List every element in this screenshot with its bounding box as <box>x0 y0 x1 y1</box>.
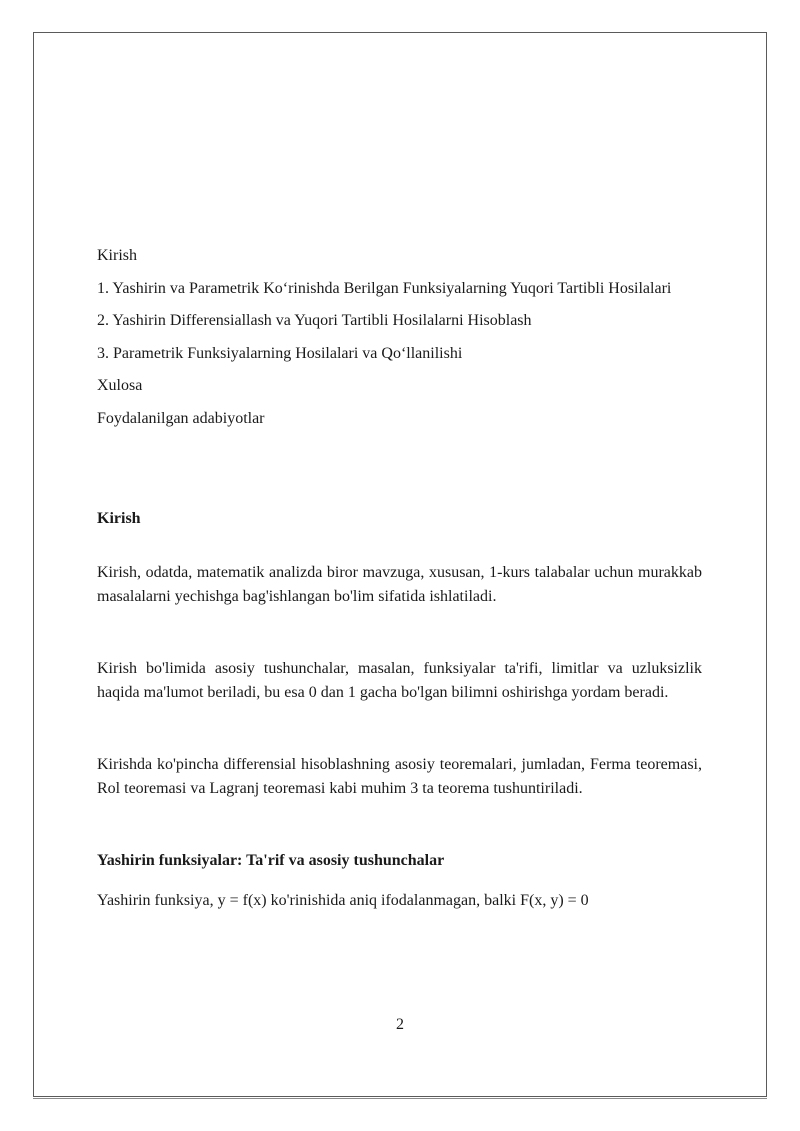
toc-item-chapter-2: 2. Yashirin Differensiallash va Yuqori Tartibli Hosilalarni Hisoblash <box>97 312 532 329</box>
page-content <box>97 240 702 913</box>
section-heading: Yashirin funksiyalar: Ta'rif va asosiy tushunchalar <box>97 852 445 869</box>
toc-item-chapter-3: 3. Parametrik Funksiyalarning Hosilalari va Qo‘llanilishi <box>97 344 463 362</box>
table-of-contents <box>97 240 702 435</box>
intro-paragraph-3: Kirishda ko'pincha differensial hisoblashning asosiy teoremalari, jumladan, Ferma teoremasi, Rol teoremasi va Lagranj teoremasi kabi muhim 3 ta teorema tushuntiriladi. <box>97 756 702 797</box>
toc-item-conclusion: Xulosa <box>97 377 143 394</box>
section-paragraph: Yashirin funksiya, y = f(x) ko'rinishida aniq ifodalanmagan, balki F(x, y) = 0 <box>97 892 589 909</box>
page-border-bottom <box>33 1096 767 1099</box>
toc-item-chapter-1: 1. Yashirin va Parametrik Ko‘rinishda Berilgan Funksiyalarning Yuqori Tartibli Hosilalari <box>97 279 672 297</box>
intro-paragraph-2: Kirish bo'limida asosiy tushunchalar, masalan, funksiyalar ta'rifi, limitlar va uzluksizlik haqida ma'lumot beriladi, bu esa 0 dan 1 gacha bo'lgan bilimni oshirishga yordam beradi. <box>97 660 702 701</box>
intro-heading: Kirish <box>97 510 141 527</box>
page-number: 2 <box>396 1016 404 1033</box>
toc-item-intro: Kirish <box>97 247 137 264</box>
intro-paragraph-1: Kirish, odatda, matematik analizda biror mavzuga, xususan, 1-kurs talabalar uchun murakkab masalalarni yechishga bag'ishlangan bo'lim sifatida ishlatiladi. <box>97 564 702 605</box>
toc-item-references: Foydalanilgan adabiyotlar <box>97 409 265 427</box>
